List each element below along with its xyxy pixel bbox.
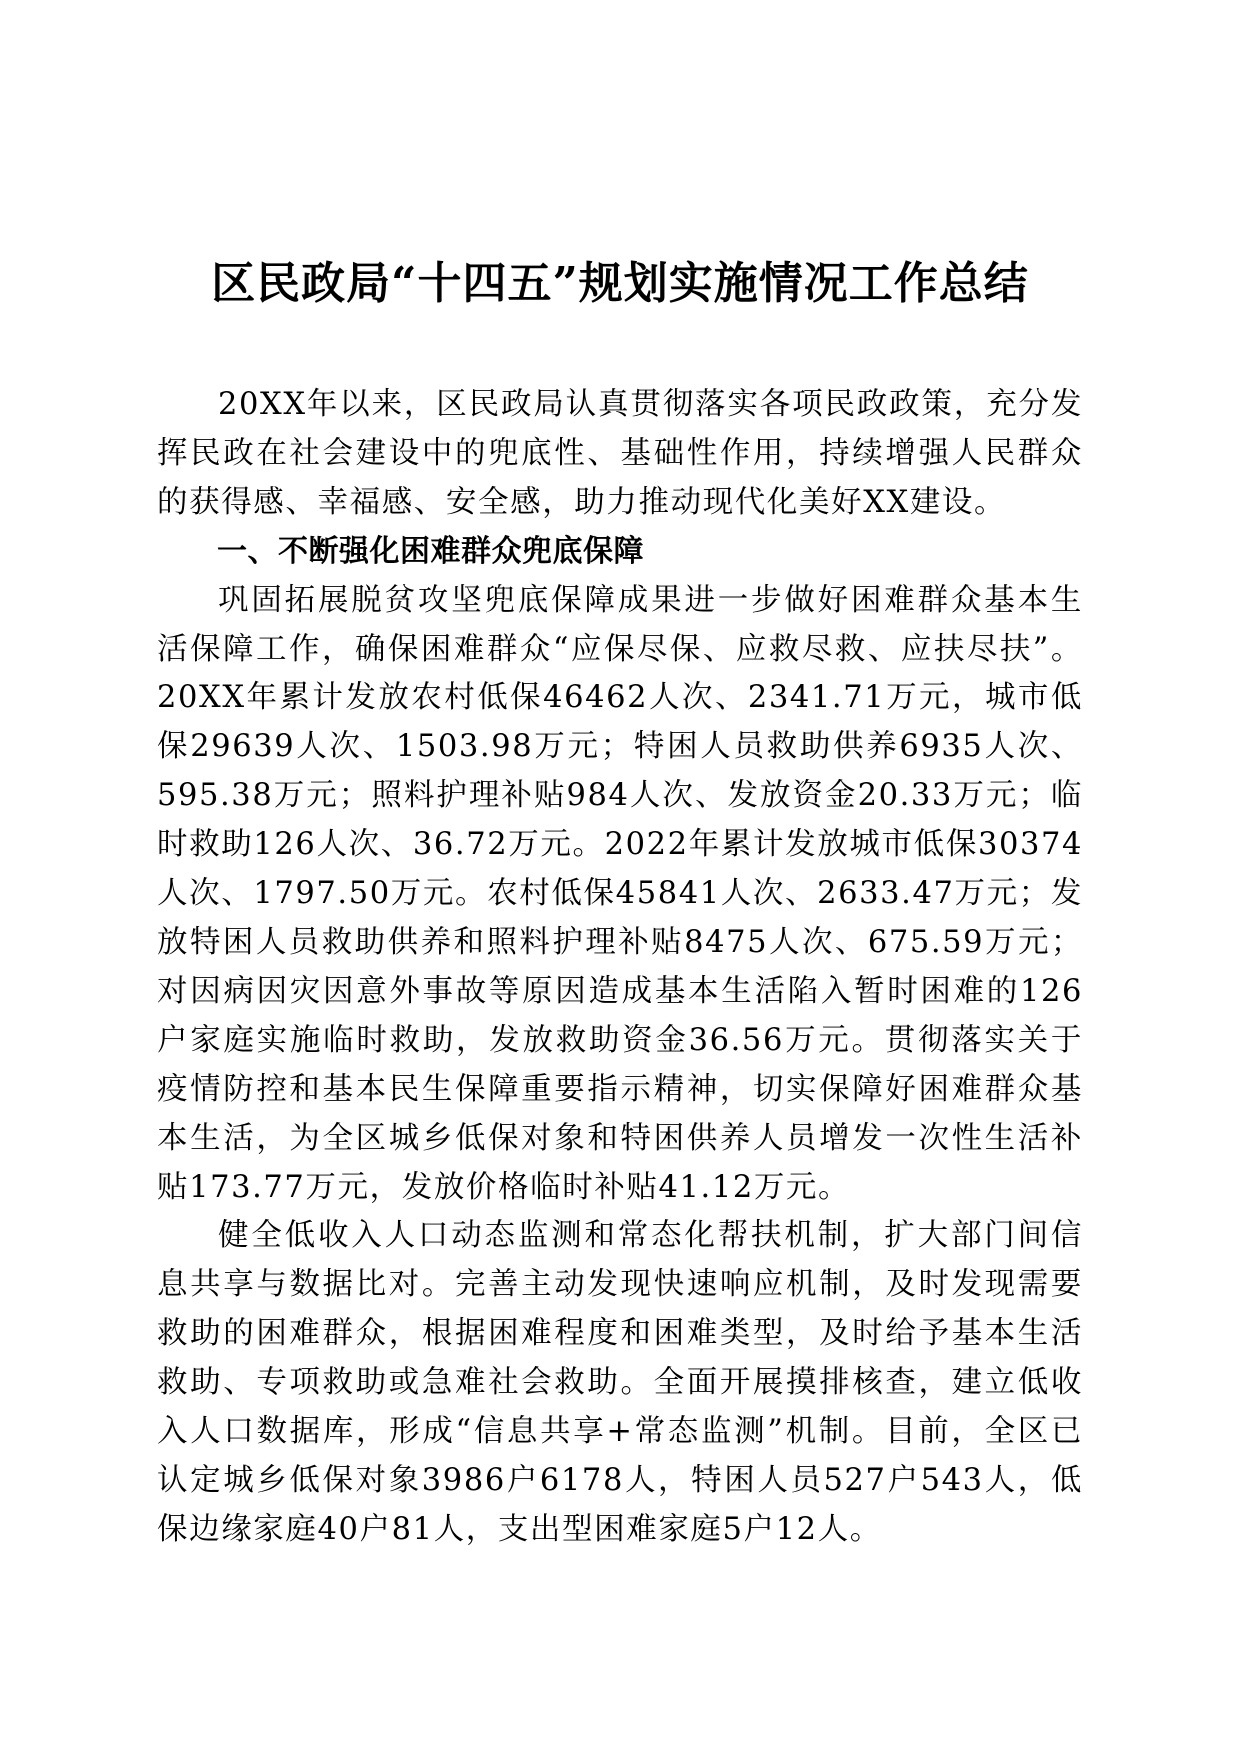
section-paragraph: 巩固拓展脱贫攻坚兜底保障成果进一步做好困难群众基本生活保障工作，确保困难群众“应保尽保、应救尽救、应扶尽扶”。20XX年累计发放农村低保46462人次、2341.71万元，城市低保29639人次、1503.98万元；特困人员救助供养6935人次、595.38万元；照料护理补贴984人次、发放资金20.33万元；临时救助126人次、36.72万元。2022年累计发放城市低保30374人次、1797.50万元。农村低保45841人次、2633.47万元；发放特困人员救助供养和照料护理补贴8475人次、675.59万元；对因病因灾因意外事故等原因造成基本生活陷入暂时困难的126户家庭实施临时救助，发放救助资金36.56万元。贯彻落实关于疫情防控和基本民生保障重要指示精神，切实保障好困难群众基本生活，为全区城乡低保对象和特困供养人员增发一次性生活补贴173.77万元，发放价格临时补贴41.12万元。 <box>157 582 1083 1205</box>
section-heading: 一、不断强化困难群众兜底保障 <box>217 533 644 569</box>
document-body <box>157 381 1083 1555</box>
section-paragraph: 健全低收入人口动态监测和常态化帮扶机制，扩大部门间信息共享与数据比对。完善主动发现快速响应机制，及时发现需要救助的困难群众，根据困难程度和困难类型，及时给予基本生活救助、专项救助或急难社会救助。全面开展摸排核查，建立低收入人口数据库，形成“信息共享+常态监测”机制。目前，全区已认定城乡低保对象3986户6178人，特困人员527户543人，低保边缘家庭40户81人，支出型困难家庭5户12人。 <box>157 1218 1083 1547</box>
document-title: 区民政局“十四五”规划实施情况工作总结 <box>211 258 1029 309</box>
intro-paragraph: 20XX年以来，区民政局认真贯彻落实各项民政政策，充分发挥民政在社会建设中的兜底性、基础性作用，持续增强人民群众的获得感、幸福感、安全感，助力推动现代化美好XX建设。 <box>157 387 1083 520</box>
